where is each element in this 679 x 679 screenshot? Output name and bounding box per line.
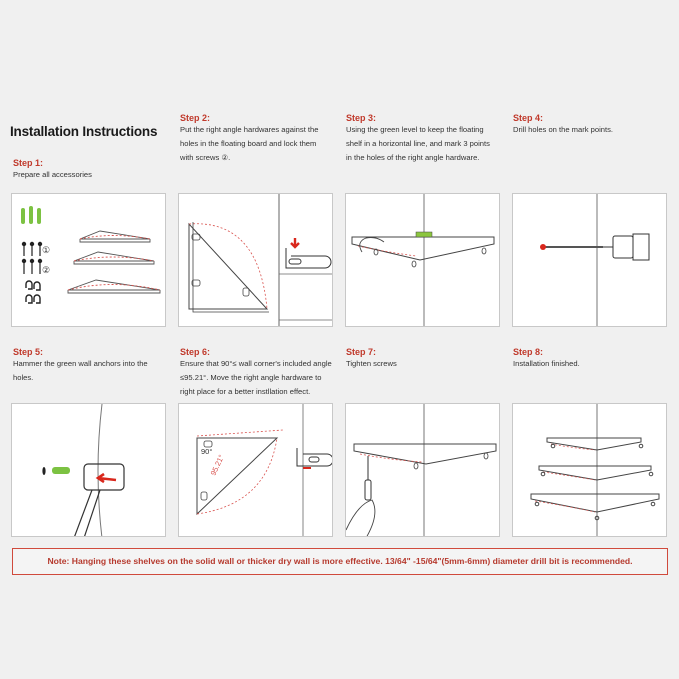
step-7-illustration xyxy=(345,403,500,537)
screw-1-icons xyxy=(22,242,41,256)
step-2-line: with screws ②. xyxy=(180,153,231,162)
step-3-illustration xyxy=(345,193,500,327)
step-5-description xyxy=(13,357,148,385)
step-4-illustration xyxy=(512,193,667,327)
step-5-line: Hammer the green wall anchors into the xyxy=(13,359,148,368)
step-4-description xyxy=(513,123,613,137)
step-1-description xyxy=(13,168,92,182)
angle-95-label: 95.21° xyxy=(208,453,227,477)
step-8-illustration xyxy=(512,403,667,537)
shelf-icons xyxy=(68,231,160,293)
bracket-detail xyxy=(286,248,331,268)
angle-90-label: 90° xyxy=(201,447,213,456)
step-4-heading: Step 4: xyxy=(513,113,544,123)
step-2-line: Put the right angle hardwares against the xyxy=(180,125,319,134)
step-6-line: right place for a better instllation effect. xyxy=(180,387,311,396)
step-1-line: Prepare all accessories xyxy=(13,170,92,179)
step-1-illustration xyxy=(11,193,166,327)
drill-icon xyxy=(543,234,649,260)
finished-shelves xyxy=(531,438,659,520)
step-7-line: Tighten screws xyxy=(346,359,397,368)
step-1-heading: Step 1: xyxy=(13,158,44,168)
step-8-description xyxy=(513,357,580,371)
step-2-illustration xyxy=(178,193,333,327)
step-6-illustration xyxy=(178,403,333,537)
hand-icon xyxy=(360,238,384,253)
step-6-description xyxy=(180,357,332,399)
step-2-heading: Step 2: xyxy=(180,113,211,123)
step-2-description xyxy=(180,123,318,165)
step-8-line: Installation finished. xyxy=(513,359,580,368)
page-title: Installation Instructions xyxy=(10,124,158,139)
step-8-heading: Step 8: xyxy=(513,347,544,357)
hand-icon xyxy=(346,500,375,537)
step-7-heading: Step 7: xyxy=(346,347,377,357)
step-2-line: holes in the floating board and lock them xyxy=(180,139,317,148)
step-3-description xyxy=(346,123,490,165)
screwdriver-icon xyxy=(365,456,371,500)
screw-1-label: ① xyxy=(42,245,51,255)
step-5-illustration xyxy=(11,403,166,537)
step-6-line: Ensure that 90°≤ wall corner's included angle xyxy=(180,359,332,368)
bracket-icons xyxy=(26,281,40,303)
anchor-icon xyxy=(52,467,70,474)
step-6-line: ≤95.21°. Move the right angle hardware to xyxy=(180,373,322,382)
step-3-line: Using the green level to keep the floating xyxy=(346,125,484,134)
arrow-left-icon xyxy=(98,474,116,482)
screw-2-icons xyxy=(22,259,41,274)
step-3-line: shelf in a horizontal line, and mark 3 points xyxy=(346,139,490,148)
step-5-line: holes. xyxy=(13,373,34,382)
step-6-heading: Step 6: xyxy=(180,347,211,357)
step-7-description xyxy=(346,357,397,371)
step-5-heading: Step 5: xyxy=(13,347,44,357)
wall-anchor-icons xyxy=(21,206,41,224)
screw-2-label: ② xyxy=(42,265,51,275)
arrow-down-icon xyxy=(291,238,299,247)
level-icon xyxy=(416,232,432,237)
installation-note: Note: Hanging these shelves on the solid wall or thicker dry wall is more effective. 13/64" -15/64"(5mm-6mm) diameter drill bit is recommended. xyxy=(12,548,668,575)
step-3-line: in the holes of the right angle hardware. xyxy=(346,153,480,162)
step-4-line: Drill holes on the mark points. xyxy=(513,125,614,134)
step-3-heading: Step 3: xyxy=(346,113,377,123)
bracket-detail xyxy=(297,448,333,466)
